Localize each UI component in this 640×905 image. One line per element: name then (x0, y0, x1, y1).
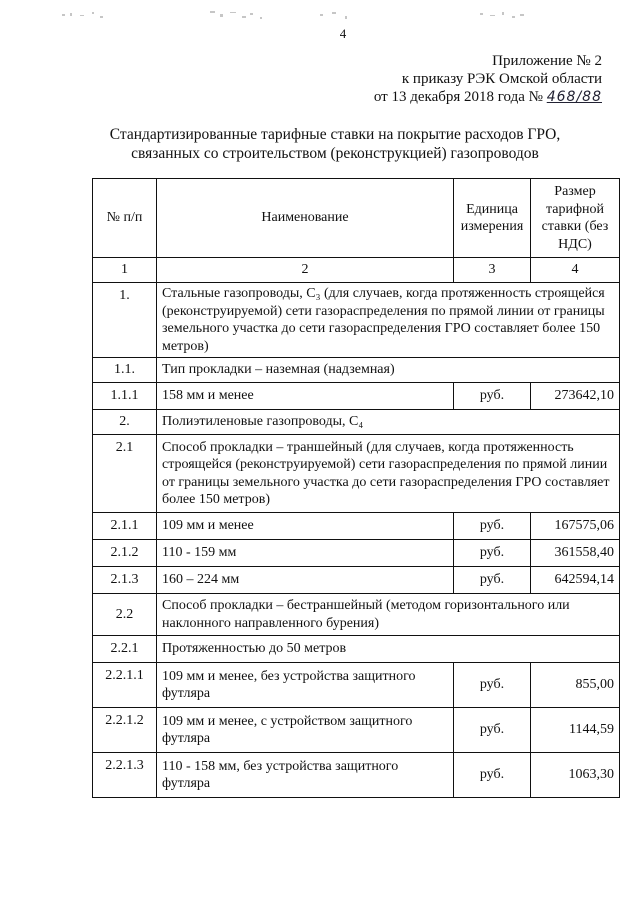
row-rate: 167575,06 (531, 513, 620, 540)
row-name: Протяженностью до 50 метров (157, 636, 620, 663)
header-num: № п/п (93, 179, 157, 258)
table-row (93, 636, 620, 663)
title-line-1: Стандартизированные тарифные ставки на покрытие расходов ГРО, (109, 126, 561, 143)
table-row (93, 663, 620, 708)
annex-order-ref: к приказу РЭК Омской области (401, 71, 602, 87)
row-name: Способ прокладки – траншейный (для случаев, когда протяженность строящейся (реконструируемой) сети газораспределения по прямой линии от границы земельного участка до сети газораспределения ГРО составляет более 150 метров) (157, 435, 620, 513)
title-line-2: связанных со строительством (реконструкцией) газопроводов (131, 145, 539, 162)
row-name: Стальные газопроводы, С₃ (для случаев, когда протяженность строящейся (реконструируемой) сети газораспределения по прямой линии от границы земельного участка до сети газораспределения ГРО составляет более 150 метров) (157, 283, 620, 358)
row-num: 2.1.1 (93, 513, 157, 540)
row-name: Полиэтиленовые газопроводы, С₄ (157, 410, 620, 435)
row-name: Способ прокладки – бестраншейный (методом горизонтального или наклонного направленного бурения) (157, 594, 620, 636)
page-number: 4 (339, 26, 347, 41)
row-name: 110 - 159 мм (157, 540, 454, 567)
table-row (93, 540, 620, 567)
row-num: 2. (93, 410, 157, 435)
annex-title: Приложение № 2 (492, 53, 602, 69)
col-index-4: 4 (531, 258, 620, 283)
table-row (93, 708, 620, 753)
table-row (93, 435, 620, 513)
table-row (93, 594, 620, 636)
row-num: 2.1.2 (93, 540, 157, 567)
row-name: 109 мм и менее, без устройства защитного футляра (157, 663, 454, 708)
column-index-row (93, 258, 620, 283)
col-index-2: 2 (157, 258, 454, 283)
annex-order-date (374, 88, 602, 106)
table-row (93, 358, 620, 383)
row-name: 160 – 224 мм (157, 567, 454, 594)
annex-order-date-text: от 13 декабря 2018 года № (373, 89, 543, 105)
row-unit: руб. (454, 753, 531, 798)
header-rate: Размер тарифной ставки (без НДС) (531, 179, 620, 258)
header-unit: Единица измерения (454, 179, 531, 258)
row-num: 1. (93, 283, 157, 358)
row-unit: руб. (454, 567, 531, 594)
row-rate: 642594,14 (531, 567, 620, 594)
table-row (93, 283, 620, 358)
col-index-3: 3 (454, 258, 531, 283)
row-name: 109 мм и менее (157, 513, 454, 540)
row-num: 2.2.1.3 (93, 753, 157, 798)
row-num: 2.2 (93, 594, 157, 636)
row-num: 2.1.3 (93, 567, 157, 594)
header-name: Наименование (157, 179, 454, 258)
row-unit: руб. (454, 708, 531, 753)
row-num: 2.2.1 (93, 636, 157, 663)
row-name: 110 - 158 мм, без устройства защитного футляра (157, 753, 454, 798)
row-rate: 855,00 (531, 663, 620, 708)
row-rate: 1144,59 (531, 708, 620, 753)
row-num: 2.2.1.1 (93, 663, 157, 708)
row-rate: 361558,40 (531, 540, 620, 567)
document-title (0, 125, 640, 163)
table-row (93, 513, 620, 540)
row-num: 2.2.1.2 (93, 708, 157, 753)
row-unit: руб. (454, 513, 531, 540)
col-index-1: 1 (93, 258, 157, 283)
scan-artifact (60, 8, 530, 24)
row-rate: 1063,30 (531, 753, 620, 798)
row-name: 158 мм и менее (157, 383, 454, 410)
row-name: Тип прокладки – наземная (надземная) (157, 358, 620, 383)
row-unit: руб. (454, 383, 531, 410)
table-header-row (93, 179, 620, 258)
row-rate: 273642,10 (531, 383, 620, 410)
row-name: 109 мм и менее, с устройством защитного футляра (157, 708, 454, 753)
tariff-table (92, 178, 620, 798)
row-unit: руб. (454, 663, 531, 708)
row-num: 1.1.1 (93, 383, 157, 410)
order-number-handwritten: 468/88 (546, 89, 602, 105)
row-num: 2.1 (93, 435, 157, 513)
table-row (93, 410, 620, 435)
annex-header (374, 52, 602, 106)
row-num: 1.1. (93, 358, 157, 383)
table-row (93, 383, 620, 410)
table-row (93, 753, 620, 798)
table-row (93, 567, 620, 594)
row-unit: руб. (454, 540, 531, 567)
